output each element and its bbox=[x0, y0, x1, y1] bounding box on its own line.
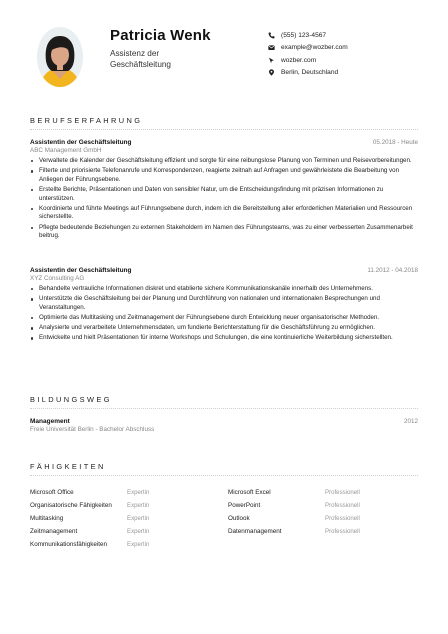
bullet-item: Filterte und priorisierte Telefonanrufe und Korrespondenzen, reagierte zeitnah auf Anfragen und gewährleistete die Bearbeitung von Anliegen der Führungsebene. bbox=[39, 167, 418, 184]
education-divider bbox=[30, 408, 418, 409]
skill-name: Multitasking bbox=[30, 515, 64, 522]
experience-entry bbox=[30, 139, 418, 242]
skills-heading: FÄHIGKEITEN bbox=[30, 462, 106, 471]
job-company: ABC Management GmbH bbox=[30, 147, 102, 154]
skill-name: Organisatorische Fähigkeiten bbox=[30, 502, 112, 509]
job-date: 11.2012 - 04.2018 bbox=[367, 267, 418, 274]
skill-item bbox=[228, 499, 360, 512]
bullet-item: Unterstützte die Geschäftsleitung bei der Planung und Durchführung von nationalen und internationalen Besprechungen und Veranstaltungen. bbox=[39, 295, 418, 312]
skill-level: Professionell bbox=[325, 502, 360, 509]
skill-item bbox=[228, 486, 360, 499]
job-bullets bbox=[30, 157, 418, 241]
skill-item bbox=[30, 512, 149, 525]
skill-name: Outlook bbox=[228, 515, 250, 522]
job-title: Assistentin der Geschäftsleitung bbox=[30, 139, 132, 146]
skill-name: Kommunikationsfähigkeiten bbox=[30, 541, 108, 548]
skill-level: Professionell bbox=[325, 528, 360, 535]
education-heading: BILDUNGSWEG bbox=[30, 395, 112, 404]
skill-level: Expertin bbox=[127, 541, 150, 548]
contact-phone bbox=[267, 29, 348, 42]
skill-item bbox=[30, 499, 149, 512]
skill-name: PowerPoint bbox=[228, 502, 261, 509]
skills-column-right bbox=[228, 486, 360, 538]
bullet-item: Erstellte Berichte, Präsentationen und Daten von sensibler Natur, um die Entscheidungsfindung mit präzisen Informationen zu unterstützen. bbox=[39, 186, 418, 203]
contact-website-text[interactable]: wozber.com bbox=[281, 56, 317, 64]
profile-photo bbox=[37, 27, 83, 87]
experience-entry bbox=[30, 267, 418, 345]
skill-name: Microsoft Office bbox=[30, 489, 74, 496]
job-bullets bbox=[30, 285, 418, 343]
bullet-item: Koordinierte und führte Meetings auf Führungsebene durch, indem ich die Bereitstellung aller erforderlichen Materialien und Ressourcen sicherstellte. bbox=[39, 205, 418, 222]
skill-item bbox=[228, 525, 360, 538]
contact-list bbox=[267, 29, 348, 79]
skill-item bbox=[30, 525, 149, 538]
experience-divider bbox=[30, 129, 418, 130]
location-icon bbox=[267, 69, 275, 77]
contact-website bbox=[267, 54, 348, 67]
job-date: 05.2018 - Heute bbox=[372, 139, 418, 146]
degree-title: Management bbox=[30, 418, 70, 425]
contact-location-text: Berlin, Deutschland bbox=[281, 69, 339, 77]
bullet-item: Entwickelte und hielt Präsentationen für interne Workshops und Schulungen, die eine kontinuierliche Weiterbildung sicherstellten. bbox=[39, 334, 418, 343]
skill-name: Microsoft Excel bbox=[228, 489, 271, 496]
bullet-item: Behandelte vertrauliche Informationen diskret und etablierte sichere Kommunikationskanäle innerhalb des Unternehmens. bbox=[39, 285, 418, 294]
candidate-role: Assistenz der Geschäftsleitung bbox=[110, 49, 171, 69]
skill-level: Expertin bbox=[127, 515, 150, 522]
degree-school: Freie Universität Berlin - Bachelor Abschluss bbox=[30, 426, 155, 433]
job-title: Assistentin der Geschäftsleitung bbox=[30, 267, 132, 274]
degree-date: 2012 bbox=[403, 418, 418, 425]
education-entry bbox=[30, 418, 418, 433]
mail-icon bbox=[267, 44, 275, 52]
skill-item bbox=[30, 538, 149, 551]
contact-location bbox=[267, 67, 348, 80]
bullet-item: Optimierte das Multitasking und Zeitmanagement der Führungsebene durch Entwicklung neuer organisatorischer Methoden. bbox=[39, 314, 418, 323]
contact-email-text[interactable]: example@wozber.com bbox=[281, 44, 348, 52]
bullet-item: Analysierte und verarbeitete Unternehmensdaten, um fundierte Berichterstattung für die Geschäftsführung zu ermöglichen. bbox=[39, 324, 418, 333]
skills-divider bbox=[30, 475, 418, 476]
skill-level: Expertin bbox=[127, 502, 150, 509]
bullet-item: Pflegte bedeutende Beziehungen zu externen Stakeholdern im Namen des Führungsteams, was zu einer verbesserten Zusammenarbeit beitrug. bbox=[39, 224, 418, 241]
skill-name: Datenmanagement bbox=[228, 528, 282, 535]
experience-heading: BERUFSERFAHRUNG bbox=[30, 116, 143, 125]
phone-icon bbox=[267, 31, 275, 39]
candidate-name: Patricia Wenk bbox=[110, 27, 211, 44]
skill-level: Professionell bbox=[325, 515, 360, 522]
skill-level: Professionell bbox=[325, 489, 360, 496]
skills-column-left bbox=[30, 486, 149, 551]
skill-level: Expertin bbox=[127, 528, 150, 535]
contact-phone-text: (555) 123-4567 bbox=[281, 31, 327, 39]
skill-item bbox=[30, 486, 149, 499]
job-company: XYZ Consulting AG bbox=[30, 275, 85, 282]
contact-email bbox=[267, 42, 348, 55]
skill-item bbox=[228, 512, 360, 525]
link-icon bbox=[267, 56, 275, 64]
bullet-item: Verwaltete die Kalender der Geschäftsleitung effizient und sorgte für eine reibungslose Planung von Terminen und Reisevorbereitungen. bbox=[39, 157, 418, 166]
skill-level: Expertin bbox=[127, 489, 150, 496]
skill-name: Zeitmanagement bbox=[30, 528, 78, 535]
